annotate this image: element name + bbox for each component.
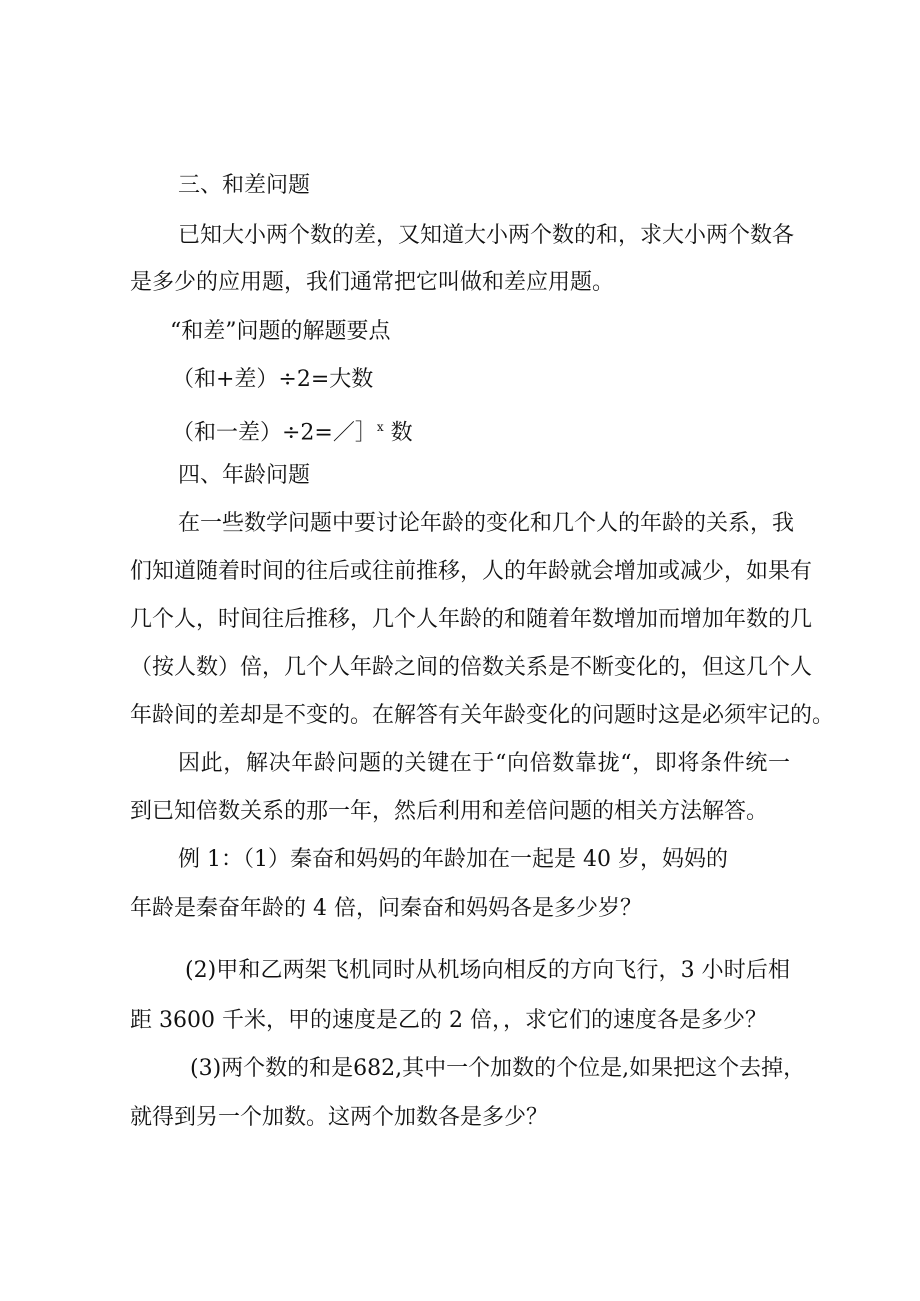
example-line: 例 1：（1）秦奋和妈妈的年龄加在一起是 40 岁，妈妈的 <box>178 847 728 872</box>
paragraph-line: 在一些数学问题中要讨论年龄的变化和几个人的年龄的关系，我 <box>178 511 795 536</box>
paragraph-line: 已知大小两个数的差，又知道大小两个数的和，求大小两个数各 <box>178 223 795 248</box>
section-heading: 四、年龄问题 <box>178 463 311 488</box>
formula-text: （和一差）÷2=／］ <box>172 420 377 446</box>
example-line: (2)甲和乙两架飞机同时从机场向相反的方向飞行，3 小时后相 <box>185 958 790 983</box>
paragraph-line: 因此，解决年龄问题的关键在于“向倍数靠拢“，即将条件统一 <box>178 751 790 776</box>
paragraph-line: （按人数）倍，几个人年龄之间的倍数关系是不断变化的，但这几个人 <box>130 655 813 680</box>
formula-line: （和+差）÷2=大数 <box>172 367 374 392</box>
formula-line <box>172 414 413 446</box>
paragraph-line: 是多少的应用题，我们通常把它叫做和差应用题。 <box>130 270 615 295</box>
paragraph-line: 几个人，时间往后推移，几个人年龄的和随着年数增加而增加年数的几 <box>130 607 813 632</box>
example-line: 年龄是秦奋年龄的 4 倍，问秦奋和妈妈各是多少岁？ <box>130 896 642 921</box>
formula-superscript: x <box>376 420 384 434</box>
paragraph-line: 到已知倍数关系的那一年，然后利用和差倍问题的相关方法解答。 <box>130 799 769 824</box>
example-line: (3)两个数的和是682,其中一个加数的个位是,如果把这个去掉， <box>190 1056 806 1081</box>
example-line: 就得到另一个加数。这两个加数各是多少？ <box>130 1105 549 1130</box>
section-heading: 三、和差问题 <box>178 173 311 198</box>
paragraph-line: “和差”问题的解题要点 <box>170 319 391 344</box>
formula-text: 数 <box>390 420 413 446</box>
paragraph-line: 们知道随着时间的往后或往前推移，人的年龄就会增加或减少，如果有 <box>130 559 813 584</box>
paragraph-line: 年龄间的差却是不变的。在解答有关年龄变化的问题时这是必须牢记的。 <box>130 703 835 728</box>
example-line: 距 3600 千米，甲的速度是乙的 2 倍，，求它们的速度各是多少？ <box>130 1008 767 1033</box>
